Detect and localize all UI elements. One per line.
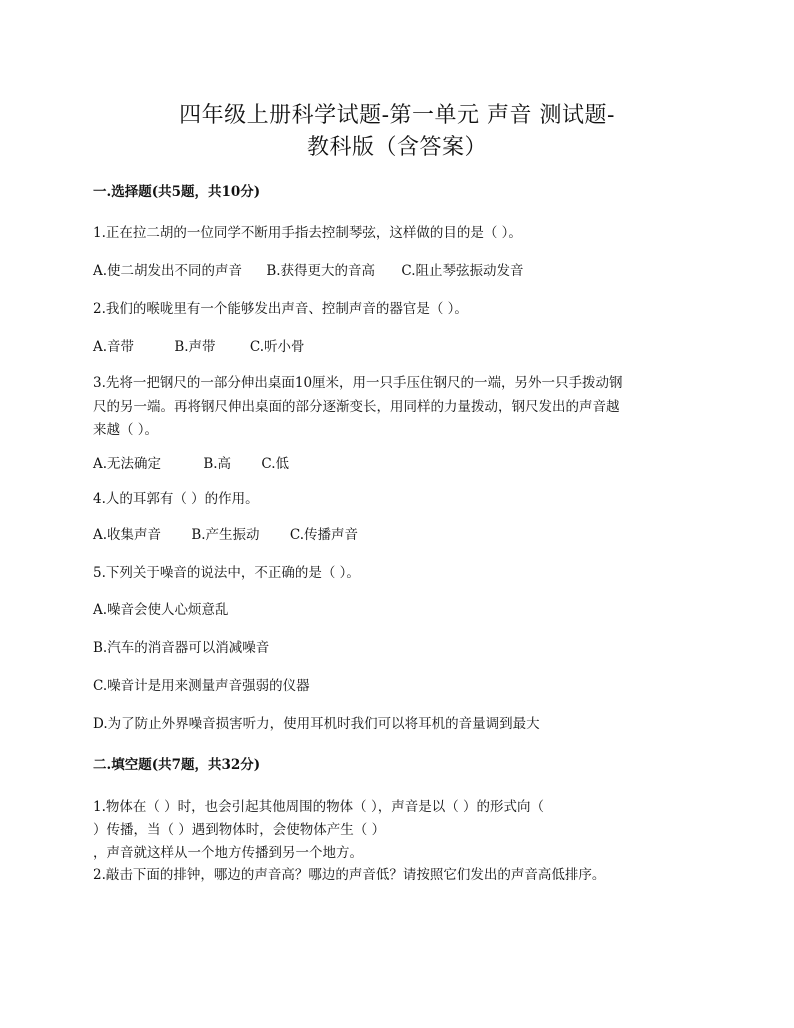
question-2-options (93, 335, 305, 355)
q1-option-a: A.使二胡发出不同的声音 (93, 263, 243, 279)
q5-option-b: B.汽车的消音器可以消减噪音 (93, 640, 270, 656)
fill-question-2: 2.敲击下面的排钟，哪边的声音高？哪边的声音低？请按照它们发出的声音高低排序。 (93, 867, 606, 883)
question-5: 5.下列关于噪音的说法中，不正确的是（ ）。 (93, 565, 360, 581)
q1-option-c: C.阻止琴弦振动发音 (401, 263, 524, 279)
question-3-options (93, 452, 289, 472)
question-1-options (93, 259, 524, 279)
fill-question-1-line-2: ）传播，当（ ）遇到物体时，会使物体产生（ ） (93, 822, 386, 838)
q4-option-a: A.收集声音 (93, 527, 162, 543)
title-line-1: 四年级上册科学试题-第一单元 声音 测试题- (179, 103, 615, 128)
question-4: 4.人的耳郭有（ ）的作用。 (93, 491, 259, 507)
question-1: 1.正在拉二胡的一位同学不断用手指去控制琴弦，这样做的目的是（ ）。 (93, 225, 522, 241)
q5-option-a: A.噪音会使人心烦意乱 (93, 602, 229, 618)
question-3-line-2: 尺的另一端。再将钢尺伸出桌面的部分逐渐变长，用同样的力量拨动，钢尺发出的声音越 (93, 399, 620, 415)
section-2-heading: 二.填空题(共7题，共32分) (93, 757, 261, 773)
q4-option-c: C.传播声音 (289, 527, 358, 543)
fill-question-1-line-3: ，声音就这样从一个地方传播到另一个地方。 (93, 845, 363, 861)
q2-option-b: B.声带 (174, 339, 216, 355)
section-1-heading: 一.选择题(共5题，共10分) (93, 184, 261, 200)
q5-option-c: C.噪音计是用来测量声音强弱的仪器 (93, 678, 310, 694)
q3-option-c: C.低 (261, 456, 289, 472)
q3-option-a: A.无法确定 (93, 456, 162, 472)
title-line-2: 教科版（含答案） (306, 135, 487, 160)
q2-option-c: C.听小骨 (249, 339, 305, 355)
q1-option-b: B.获得更大的音高 (266, 263, 376, 279)
question-3-line-1: 3.先将一把钢尺的一部分伸出桌面10厘米，用一只手压住钢尺的一端，另外一只手拨动钢 (93, 375, 623, 391)
question-3-line-3: 来越（ ）。 (93, 422, 159, 438)
question-2: 2.我们的喉咙里有一个能够发出声音、控制声音的器官是（ ）。 (93, 301, 468, 317)
q5-option-d: D.为了防止外界噪音损害听力，使用耳机时我们可以将耳机的音量调到最大 (93, 716, 540, 732)
q3-option-b: B.高 (203, 456, 232, 472)
fill-question-1-line-1: 1.物体在（ ）时，也会引起其他周围的物体（ ），声音是以（ ）的形式向（ (93, 799, 545, 815)
question-4-options (93, 523, 358, 543)
q4-option-b: B.产生振动 (191, 527, 260, 543)
q2-option-a: A.音带 (93, 339, 135, 355)
